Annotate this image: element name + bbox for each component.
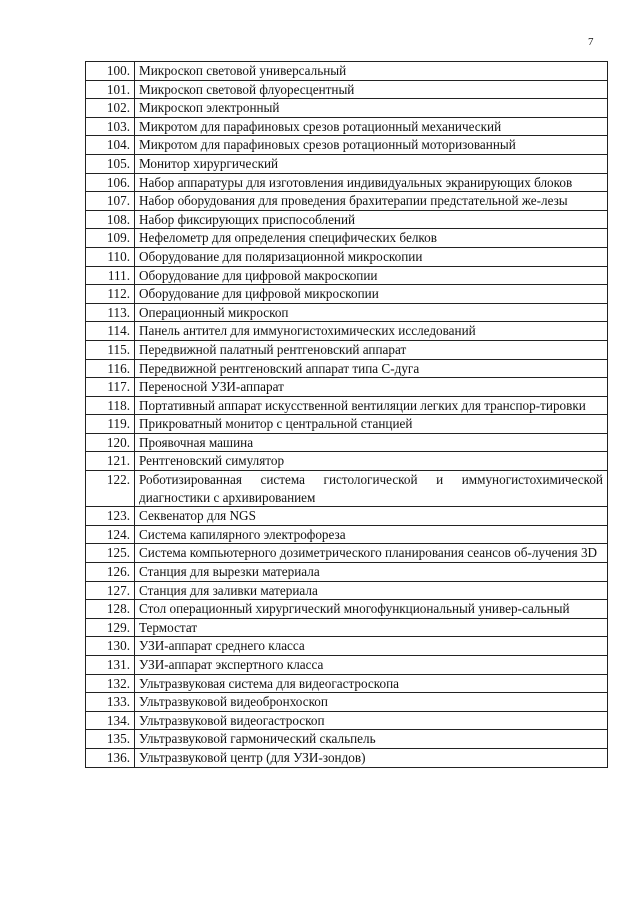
table-row <box>86 748 608 767</box>
item-name: Микроскоп световой флуоресцентный <box>135 80 608 99</box>
table-row <box>86 730 608 749</box>
table-row <box>86 266 608 285</box>
item-number: 117. <box>86 378 135 397</box>
table-row <box>86 415 608 434</box>
item-name: Рентгеновский симулятор <box>135 452 608 471</box>
table-row <box>86 618 608 637</box>
item-name: Передвижной палатный рентгеновский аппарат <box>135 340 608 359</box>
item-number: 104. <box>86 136 135 155</box>
item-name: Микротом для парафиновых срезов ротационный моторизованный <box>135 136 608 155</box>
item-name: Ультразвуковой видеогастроскоп <box>135 711 608 730</box>
item-number: 103. <box>86 117 135 136</box>
page-number: 7 <box>588 36 594 48</box>
table-row <box>86 117 608 136</box>
table-row <box>86 711 608 730</box>
table-row <box>86 656 608 675</box>
item-name: Набор оборудования для проведения брахитерапии предстательной же-лезы <box>135 192 608 211</box>
item-number: 112. <box>86 285 135 304</box>
table-row <box>86 192 608 211</box>
table-row <box>86 525 608 544</box>
item-number: 120. <box>86 433 135 452</box>
item-number: 125. <box>86 544 135 563</box>
item-number: 101. <box>86 80 135 99</box>
item-number: 111. <box>86 266 135 285</box>
table-row <box>86 378 608 397</box>
table-row <box>86 247 608 266</box>
table-row <box>86 637 608 656</box>
item-name: Панель антител для иммуногистохимических исследований <box>135 322 608 341</box>
item-number: 105. <box>86 154 135 173</box>
item-name: Монитор хирургический <box>135 154 608 173</box>
equipment-table <box>85 61 608 768</box>
item-name: Станция для заливки материала <box>135 581 608 600</box>
item-number: 135. <box>86 730 135 749</box>
table-row <box>86 693 608 712</box>
item-name: УЗИ-аппарат среднего класса <box>135 637 608 656</box>
table-row <box>86 322 608 341</box>
item-number: 122. <box>86 471 135 507</box>
item-number: 107. <box>86 192 135 211</box>
table-row <box>86 471 608 507</box>
table-row <box>86 303 608 322</box>
equipment-table-body <box>86 62 608 768</box>
table-row <box>86 99 608 118</box>
item-name: Ультразвуковой центр (для УЗИ-зондов) <box>135 748 608 767</box>
item-number: 129. <box>86 618 135 637</box>
item-name: УЗИ-аппарат экспертного класса <box>135 656 608 675</box>
item-number: 132. <box>86 674 135 693</box>
item-number: 110. <box>86 247 135 266</box>
item-number: 113. <box>86 303 135 322</box>
table-row <box>86 452 608 471</box>
table-row <box>86 136 608 155</box>
table-row <box>86 600 608 619</box>
item-name: Оборудование для цифровой макроскопии <box>135 266 608 285</box>
item-name: Термостат <box>135 618 608 637</box>
item-name: Ультразвуковая система для видеогастроскопа <box>135 674 608 693</box>
item-number: 130. <box>86 637 135 656</box>
item-name: Микротом для парафиновых срезов ротационный механический <box>135 117 608 136</box>
table-row <box>86 581 608 600</box>
table-row <box>86 154 608 173</box>
item-number: 131. <box>86 656 135 675</box>
item-number: 115. <box>86 340 135 359</box>
item-number: 108. <box>86 210 135 229</box>
item-name: Нефелометр для определения специфических белков <box>135 229 608 248</box>
table-row <box>86 340 608 359</box>
item-name: Проявочная машина <box>135 433 608 452</box>
item-number: 136. <box>86 748 135 767</box>
item-number: 134. <box>86 711 135 730</box>
table-row <box>86 285 608 304</box>
item-number: 126. <box>86 563 135 582</box>
item-number: 106. <box>86 173 135 192</box>
item-name: Набор фиксирующих приспособлений <box>135 210 608 229</box>
item-number: 127. <box>86 581 135 600</box>
item-number: 109. <box>86 229 135 248</box>
table-row <box>86 210 608 229</box>
item-name: Набор аппаратуры для изготовления индивидуальных экранирующих блоков <box>135 173 608 192</box>
item-name: Оборудование для цифровой микроскопии <box>135 285 608 304</box>
table-row <box>86 173 608 192</box>
item-name: Ультразвуковой гармонический скальпель <box>135 730 608 749</box>
table-row <box>86 433 608 452</box>
item-number: 114. <box>86 322 135 341</box>
item-number: 102. <box>86 99 135 118</box>
item-name: Операционный микроскоп <box>135 303 608 322</box>
item-name: Микроскоп электронный <box>135 99 608 118</box>
table-row <box>86 674 608 693</box>
table-row <box>86 396 608 415</box>
item-name: Прикроватный монитор с центральной станцией <box>135 415 608 434</box>
item-number: 100. <box>86 62 135 81</box>
item-number: 119. <box>86 415 135 434</box>
item-number: 124. <box>86 525 135 544</box>
table-row <box>86 544 608 563</box>
item-number: 123. <box>86 507 135 526</box>
item-name: Система капилярного электрофореза <box>135 525 608 544</box>
item-name: Оборудование для поляризационной микроскопии <box>135 247 608 266</box>
item-name: Стол операционный хирургический многофункциональный универ-сальный <box>135 600 608 619</box>
item-number: 133. <box>86 693 135 712</box>
item-number: 118. <box>86 396 135 415</box>
item-name: Роботизированная система гистологической и иммуногистохимической диагностики с архивированием <box>135 471 608 507</box>
table-row <box>86 229 608 248</box>
table-row <box>86 563 608 582</box>
table-row <box>86 359 608 378</box>
item-name: Станция для вырезки материала <box>135 563 608 582</box>
item-number: 116. <box>86 359 135 378</box>
table-row <box>86 80 608 99</box>
table-row <box>86 62 608 81</box>
item-name: Система компьютерного дозиметрического планирования сеансов об-лучения 3D <box>135 544 608 563</box>
item-name: Ультразвуковой видеобронхоскоп <box>135 693 608 712</box>
item-name: Микроскоп световой универсальный <box>135 62 608 81</box>
item-number: 128. <box>86 600 135 619</box>
item-name: Передвижной рентгеновский аппарат типа С-дуга <box>135 359 608 378</box>
item-name: Переносной УЗИ-аппарат <box>135 378 608 397</box>
item-name: Портативный аппарат искусственной вентиляции легких для транспор-тировки <box>135 396 608 415</box>
table-row <box>86 507 608 526</box>
item-number: 121. <box>86 452 135 471</box>
item-name: Секвенатор для NGS <box>135 507 608 526</box>
